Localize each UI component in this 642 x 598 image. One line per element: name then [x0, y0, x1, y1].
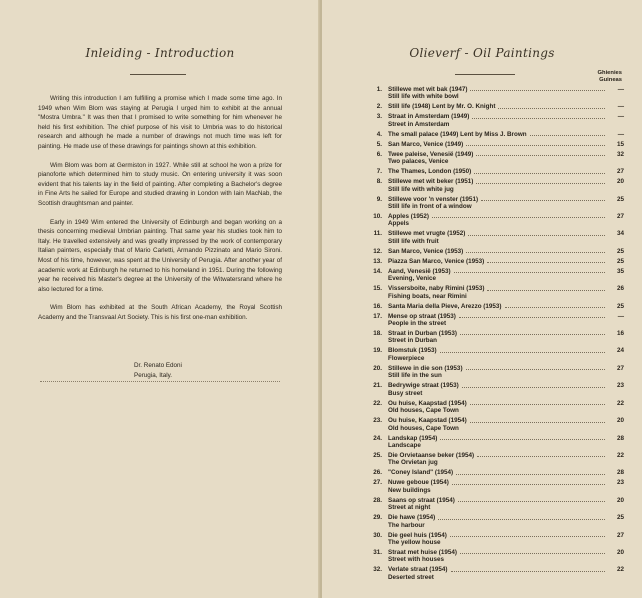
dot-leader — [460, 334, 605, 335]
item-title: Piazza San Marco, Venice (1953) — [388, 257, 485, 265]
item-subtitle: Flowerpiece — [388, 354, 425, 362]
item-title: Nuwe geboue (1954) — [388, 479, 449, 487]
item-title: Die Orvietaanse beker (1954) — [388, 451, 475, 459]
item-number: 11. — [373, 230, 382, 238]
list-item — [362, 347, 624, 362]
item-subtitle: The yellow house — [388, 538, 441, 546]
list-item — [362, 469, 624, 476]
item-main-line — [388, 103, 624, 110]
introduction-page — [0, 0, 320, 598]
list-item — [362, 479, 624, 494]
item-price: — — [617, 86, 624, 93]
item-number: 10. — [373, 213, 382, 221]
item-number: 4. — [376, 130, 382, 138]
item-number: 32. — [373, 566, 382, 574]
heading-underline — [130, 74, 186, 75]
item-title: Aand, Venesië (1953) — [388, 267, 451, 275]
item-subtitle: New buildings — [388, 486, 431, 494]
dot-leader — [530, 135, 605, 136]
list-item — [362, 168, 624, 175]
item-number: 22. — [373, 399, 382, 407]
item-number: 18. — [373, 330, 382, 338]
item-number: 17. — [373, 312, 382, 320]
item-number: 25. — [373, 451, 382, 459]
item-number: 12. — [373, 247, 382, 255]
item-main-line — [388, 248, 624, 255]
item-price: 22 — [616, 451, 624, 459]
item-price: 20 — [616, 417, 624, 425]
list-item — [362, 103, 624, 110]
item-title: Ou huise, Kaapstad (1954) — [388, 399, 467, 407]
item-main-line — [388, 514, 624, 521]
item-main-line — [388, 347, 624, 354]
list-item — [362, 365, 624, 380]
item-price: 25 — [616, 195, 624, 203]
item-price: 22 — [616, 566, 624, 574]
item-main-line — [388, 151, 624, 158]
item-number: 21. — [373, 382, 382, 390]
item-main-line — [388, 196, 624, 203]
signature-place: Perugia, Italy. — [134, 372, 173, 379]
item-subtitle: Fishing boats, near Rimini — [388, 292, 467, 300]
dot-leader — [472, 118, 605, 119]
dot-leader — [476, 183, 605, 184]
item-price: 35 — [616, 267, 624, 275]
painting-list — [362, 86, 624, 584]
item-price: 27 — [616, 364, 624, 372]
item-subtitle: Still life in the sun — [388, 372, 442, 380]
item-price: 15 — [616, 140, 624, 148]
dot-leader — [460, 553, 605, 554]
item-subtitle: Busy street — [388, 389, 423, 397]
item-main-line — [388, 313, 624, 320]
item-number: 16. — [373, 302, 382, 310]
list-item — [362, 313, 624, 328]
list-item — [362, 268, 624, 283]
list-item — [362, 151, 624, 166]
item-title: Die hawe (1954) — [388, 514, 436, 522]
list-item — [362, 86, 624, 101]
item-title: Bedrywige straat (1953) — [388, 382, 459, 390]
item-main-line — [388, 566, 624, 573]
item-number: 15. — [373, 285, 382, 293]
oil-paintings-heading: Olieverf - Oil Paintings — [409, 46, 555, 60]
item-subtitle: Deserted street — [388, 573, 434, 581]
dot-leader — [474, 173, 605, 174]
dot-leader — [505, 307, 605, 308]
item-price: 24 — [616, 347, 624, 355]
introduction-heading: Inleiding - Introduction — [85, 46, 235, 60]
item-title: Saans op straat (1954) — [388, 496, 455, 504]
item-main-line — [388, 365, 624, 372]
item-number: 24. — [373, 434, 382, 442]
dot-leader — [456, 474, 605, 475]
item-price: — — [617, 113, 624, 121]
item-subtitle: Still life in front of a window — [388, 203, 472, 211]
dot-leader — [451, 571, 605, 572]
list-item — [362, 258, 624, 265]
item-subtitle: Still life with fruit — [388, 237, 439, 245]
item-price: 23 — [616, 479, 624, 487]
item-main-line — [388, 303, 624, 310]
dot-leader — [452, 484, 605, 485]
item-main-line — [388, 131, 624, 138]
list-item — [362, 417, 624, 432]
item-number: 8. — [376, 178, 382, 186]
item-price: 34 — [616, 230, 624, 238]
dot-leader — [477, 456, 605, 457]
item-main-line — [388, 330, 624, 337]
item-subtitle: Still life with white jug — [388, 185, 454, 193]
dot-leader — [454, 272, 605, 273]
dot-leader — [466, 145, 605, 146]
item-title: Stillewe met vrugte (1952) — [388, 230, 466, 238]
item-title: Straat met huise (1954) — [388, 548, 457, 556]
item-main-line — [388, 497, 624, 504]
item-number: 3. — [376, 113, 382, 121]
price-column-header — [598, 70, 622, 85]
item-subtitle: Appels — [388, 220, 409, 228]
item-subtitle: Evening, Venice — [388, 275, 436, 283]
item-price: 20 — [616, 178, 624, 186]
signature-block — [134, 361, 182, 381]
list-item — [362, 131, 624, 138]
item-number: 20. — [373, 364, 382, 372]
item-price: 28 — [616, 469, 624, 477]
item-price: 22 — [616, 399, 624, 407]
list-item — [362, 549, 624, 564]
item-subtitle: The Orvietan jug — [388, 459, 438, 467]
item-price: — — [617, 312, 624, 320]
item-number: 5. — [376, 140, 382, 148]
item-title: Ou huise, Kaapstad (1954) — [388, 417, 467, 425]
list-item — [362, 285, 624, 300]
item-main-line — [388, 258, 624, 265]
item-subtitle: Street in Amsterdam — [388, 120, 450, 128]
item-price: 27 — [616, 213, 624, 221]
list-item — [362, 113, 624, 128]
item-main-line — [388, 469, 624, 476]
item-title: Landskap (1954) — [388, 434, 438, 442]
item-main-line — [388, 86, 624, 93]
item-title: Apples (1952) — [388, 213, 429, 221]
item-price: 20 — [616, 496, 624, 504]
item-title: Still life (1948) Lent by Mr. O. Knight — [388, 103, 496, 111]
item-main-line — [388, 113, 624, 120]
item-subtitle: Street at night — [388, 504, 431, 512]
list-item — [362, 514, 624, 529]
intro-paragraph-1: Writing this introduction I am fulfilling a promise which I made some time ago. In 1949 when Wim Blom was staying at Perugia I urged him to exhibit at the annual "Mostra Umbra." It was then that I promised to write something for him whenever he held his first exhibition. The chief purpose of his visit to Umbria was to do historical research and although he made a number of drawings not much time was left for painting. He made use of these drawings for paintings shown at this exhibition. — [38, 95, 282, 150]
intro-paragraph-4: Wim Blom has exhibited at the South African Academy, the Royal Scottish Academy and the Transvaal Art Society. This is his first one-man exhibition. — [38, 304, 282, 321]
item-number: 9. — [376, 195, 382, 203]
item-title: Blomstuk (1953) — [388, 347, 437, 355]
item-subtitle: Still life with white bowl — [388, 93, 459, 101]
dot-leader — [466, 369, 605, 370]
item-subtitle: The harbour — [388, 521, 425, 529]
dot-leader — [450, 536, 605, 537]
list-item — [362, 213, 624, 228]
dot-leader — [470, 90, 605, 91]
list-item — [362, 141, 624, 148]
item-main-line — [388, 213, 624, 220]
list-item — [362, 230, 624, 245]
item-number: 14. — [373, 267, 382, 275]
dot-leader — [470, 404, 605, 405]
item-main-line — [388, 452, 624, 459]
item-subtitle: Landscape — [388, 441, 421, 449]
item-price: 26 — [616, 285, 624, 293]
item-main-line — [388, 285, 624, 292]
item-number: 1. — [376, 86, 382, 93]
item-price: 25 — [616, 257, 624, 265]
item-price: 27 — [616, 531, 624, 539]
heading-underline — [455, 74, 515, 75]
page-divider — [40, 381, 280, 382]
item-subtitle: People in the street — [388, 320, 447, 328]
dot-leader — [470, 422, 605, 423]
item-price: 20 — [616, 548, 624, 556]
item-main-line — [388, 230, 624, 237]
oil-paintings-page — [322, 0, 642, 598]
dot-leader — [440, 439, 605, 440]
dot-leader — [481, 200, 605, 201]
list-item — [362, 196, 624, 211]
item-title: Stillewe met wit bak (1947) — [388, 86, 468, 93]
item-title: Die geel huis (1954) — [388, 531, 447, 539]
item-number: 29. — [373, 514, 382, 522]
dot-leader — [462, 387, 605, 388]
list-item — [362, 532, 624, 547]
intro-paragraph-2: Wim Blom was born at Germiston in 1927. While still at school he won a prize for pianoforte which determined him to study music. On entering university it was soon evident that his talents lay in the field of painting. After completing a Bachelor's degree in Fine Arts he sailed for Europe and studied drawing in London with Iain MacNab, the Scottish draughtsman and painter. — [38, 161, 282, 207]
dot-leader — [432, 217, 605, 218]
item-number: 6. — [376, 150, 382, 158]
item-number: 23. — [373, 417, 382, 425]
dot-leader — [498, 108, 605, 109]
item-title: Santa Maria della Pieve, Arezzo (1953) — [388, 302, 502, 310]
item-main-line — [388, 532, 624, 539]
item-subtitle: Old houses, Cape Town — [388, 424, 459, 432]
item-title: Verlate straat (1954) — [388, 566, 448, 574]
item-main-line — [388, 268, 624, 275]
item-title: Twee paleise, Venesië (1949) — [388, 150, 474, 158]
item-price: 27 — [616, 168, 624, 176]
item-number: 26. — [373, 469, 382, 477]
item-title: Mense op straat (1953) — [388, 312, 456, 320]
item-price: — — [617, 103, 624, 111]
item-subtitle: Street in Durban — [388, 337, 437, 345]
item-main-line — [388, 400, 624, 407]
item-title: Straat in Amsterdam (1949) — [388, 113, 470, 121]
item-subtitle: Two palaces, Venice — [388, 158, 449, 166]
item-main-line — [388, 382, 624, 389]
item-number: 7. — [376, 168, 382, 176]
dot-leader — [458, 501, 605, 502]
item-price: 23 — [616, 382, 624, 390]
item-title: San Marco, Venice (1953) — [388, 247, 464, 255]
item-price: — — [617, 130, 624, 138]
dot-leader — [487, 290, 605, 291]
signature-name: Dr. Renato Edoni — [134, 362, 182, 369]
item-main-line — [388, 417, 624, 424]
dot-leader — [440, 352, 605, 353]
dot-leader — [466, 252, 605, 253]
item-number: 2. — [376, 103, 382, 111]
list-item — [362, 452, 624, 467]
item-main-line — [388, 178, 624, 185]
list-item — [362, 435, 624, 450]
item-price: 32 — [616, 150, 624, 158]
introduction-text — [38, 94, 282, 331]
item-title: Stillewe in die son (1953) — [388, 364, 463, 372]
item-title: "Coney Island" (1954) — [388, 469, 454, 477]
item-number: 31. — [373, 548, 382, 556]
item-price: 16 — [616, 330, 624, 338]
item-main-line — [388, 549, 624, 556]
item-title: Vissersboite, naby Rimini (1953) — [388, 285, 485, 293]
list-item — [362, 566, 624, 581]
item-number: 13. — [373, 257, 382, 265]
item-price: 25 — [616, 514, 624, 522]
list-item — [362, 248, 624, 255]
item-price: 28 — [616, 434, 624, 442]
item-number: 19. — [373, 347, 382, 355]
dot-leader — [476, 155, 605, 156]
item-title: The Thames, London (1950) — [388, 168, 472, 176]
item-subtitle: Old houses, Cape Town — [388, 407, 459, 415]
list-item — [362, 400, 624, 415]
item-price: 25 — [616, 247, 624, 255]
item-price: 25 — [616, 302, 624, 310]
dot-leader — [487, 262, 605, 263]
item-number: 27. — [373, 479, 382, 487]
list-item — [362, 178, 624, 193]
item-number: 28. — [373, 496, 382, 504]
intro-paragraph-3: Early in 1949 Wim entered the University of Edinburgh and began working on a thesis concerning medieval Umbrian painting. That same year his studies took him to Italy. He travelled extensively and was greatly impressed by the work of contemporary Italian painters, especially that of Mario Carletti, Armando Pizzinato and Mario Sironi. Most of his time, however, was spent at the University of Perugia. After another year of academic work at Edinburgh he returned to his homeland in 1951. During the following year he received his Master's degree at the University of the Witwatersrand where he also lectured for a time. — [38, 218, 282, 293]
item-main-line — [388, 168, 624, 175]
item-title: The small palace (1949) Lent by Miss J. Brown — [388, 130, 527, 138]
dot-leader — [438, 519, 605, 520]
item-main-line — [388, 141, 624, 148]
item-title: Straat in Durban (1953) — [388, 330, 457, 338]
dot-leader — [468, 235, 605, 236]
item-number: 30. — [373, 531, 382, 539]
dot-leader — [459, 317, 605, 318]
item-title: Stillewe met wit beker (1951) — [388, 178, 474, 186]
item-main-line — [388, 435, 624, 442]
price-header-afrikaans: Ghienies — [597, 70, 622, 76]
price-header-english: Guineas — [599, 77, 622, 84]
list-item — [362, 382, 624, 397]
item-title: Stillewe voor 'n venster (1951) — [388, 195, 479, 203]
item-subtitle: Street with houses — [388, 556, 444, 564]
list-item — [362, 330, 624, 345]
list-item — [362, 303, 624, 310]
item-main-line — [388, 479, 624, 486]
item-title: San Marco, Venice (1949) — [388, 140, 464, 148]
list-item — [362, 497, 624, 512]
